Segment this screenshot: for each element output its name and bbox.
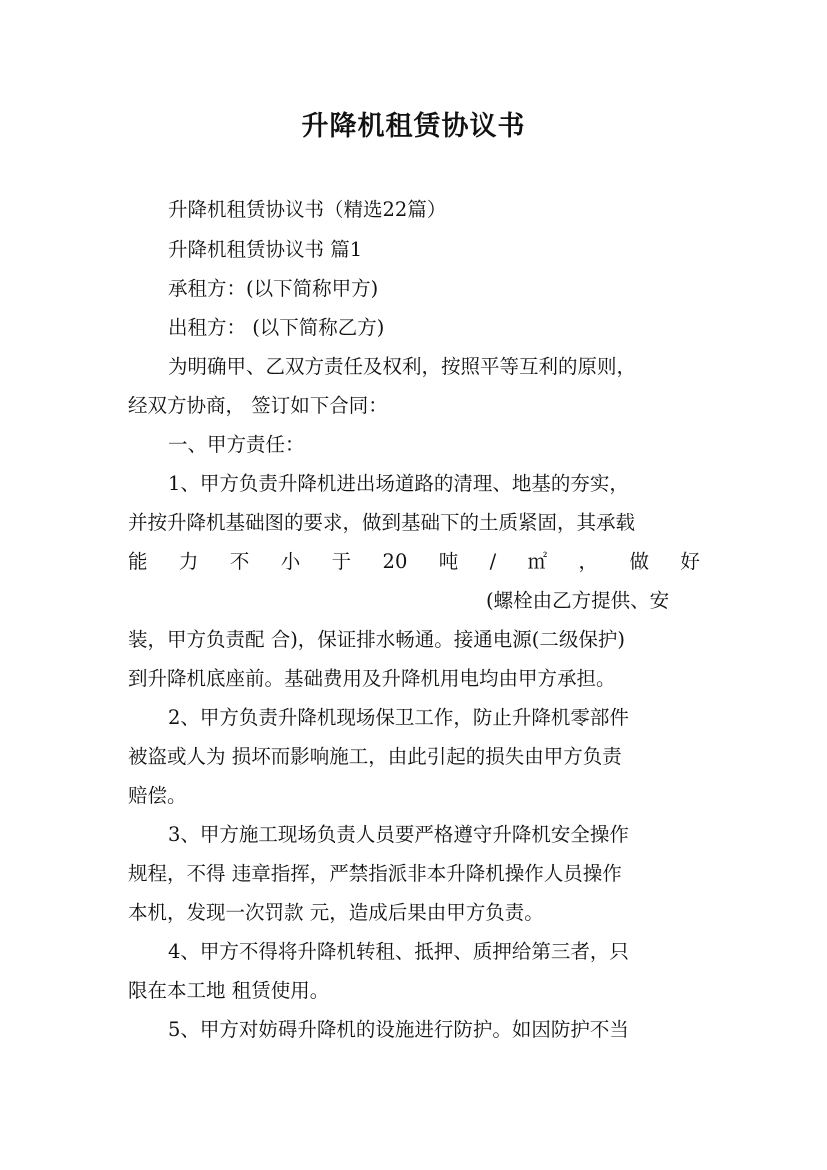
spaced-char: ， [578, 550, 599, 573]
spaced-char: 吨 [438, 550, 459, 573]
spaced-char: 做 [629, 550, 649, 573]
lessee-line: 承租方：(以下简称甲方) [168, 277, 379, 300]
spaced-char: 20 [382, 550, 408, 573]
spaced-char: 能 [128, 550, 148, 573]
spaced-char: 小 [280, 550, 301, 573]
paragraph-line: 1、甲方负责升降机进出场道路的清理、地基的夯实， [168, 472, 629, 495]
paragraph-line: 被盗或人为 损坏而影响施工，由此引起的损失由甲方负责 [128, 745, 622, 768]
paragraph-line: 4、甲方不得将升降机转租、抵押、质押给第三者，只 [168, 940, 629, 963]
paragraph-line: 本机，发现一次罚款 元，造成后果由甲方负责。 [128, 901, 544, 924]
paragraph-line: 经双方协商， 签订如下合同： [128, 394, 388, 417]
paragraph-line: 到升降机底座前。基础费用及升降机用电均由甲方承担。 [128, 667, 616, 690]
spaced-char: / [489, 550, 497, 573]
spaced-char: 力 [178, 550, 199, 573]
paragraph-line: (螺栓由乙方提供、安 [486, 589, 670, 612]
lessor-line: 出租方： (以下简称乙方) [168, 316, 385, 339]
paragraph-line: 规程，不得 违章指挥，严禁指派非本升降机操作人员操作 [128, 862, 622, 885]
clause-heading: 一、甲方责任： [168, 433, 305, 456]
spaced-char: 于 [331, 550, 352, 573]
spaced-char: 好 [680, 550, 700, 573]
paragraph-line: 限在本工地 租赁使用。 [128, 979, 330, 1002]
spaced-paragraph-line [128, 552, 700, 572]
subtitle-line: 升降机租赁协议书（精选22篇） [168, 198, 447, 221]
paragraph-line: 5、甲方对妨碍升降机的设施进行防护。如因防护不当 [168, 1018, 629, 1041]
section-heading: 升降机租赁协议书 篇1 [168, 238, 363, 261]
paragraph-line: 2、甲方负责升降机现场保卫工作，防止升降机零部件 [168, 706, 629, 729]
paragraph-line: 为明确甲、乙双方责任及权利，按照平等互利的原则， [168, 355, 637, 378]
paragraph-line: 装，甲方负责配 合)，保证排水畅通。接通电源(二级保护) [128, 628, 626, 651]
paragraph-line: 赔偿。 [128, 784, 187, 807]
paragraph-line: 3、甲方施工现场负责人员要严格遵守升降机安全操作 [168, 823, 629, 846]
spaced-char: 不 [229, 550, 250, 573]
spaced-char: ㎡ [527, 550, 548, 573]
document-title: 升降机租赁协议书 [301, 111, 526, 142]
paragraph-line: 并按升降机基础图的要求，做到基础下的土质紧固，其承载 [128, 511, 636, 534]
